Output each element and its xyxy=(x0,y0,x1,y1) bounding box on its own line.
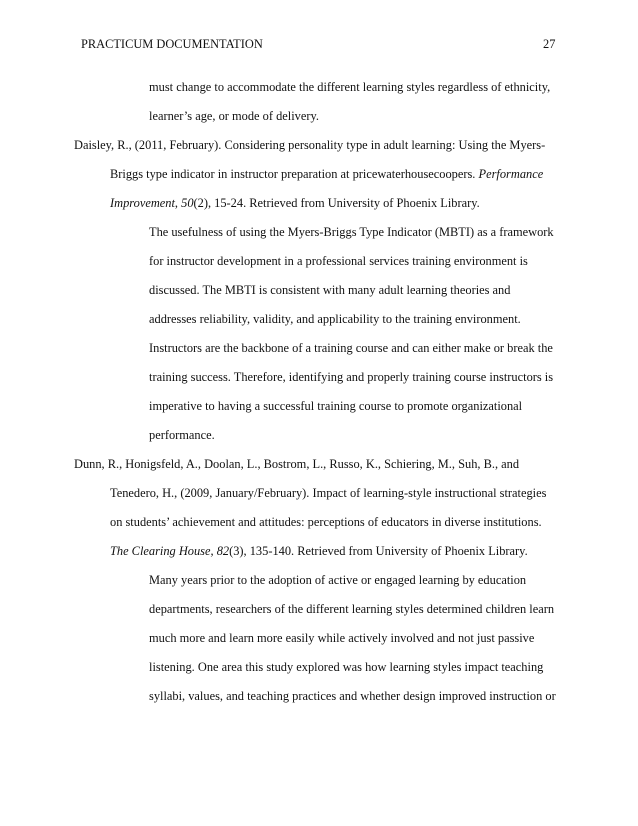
annotation-line: The usefulness of using the Myers-Briggs Type Indicator (MBTI) as a framework xyxy=(149,225,554,239)
reference-dunn-line-3: on students’ achievement and attitudes: perceptions of educators in diverse institutions. xyxy=(110,515,542,529)
reference-dunn-line-4 xyxy=(110,543,528,559)
running-head: PRACTICUM DOCUMENTATION xyxy=(81,37,263,51)
annotation-line: syllabi, values, and teaching practices and whether design improved instruction or xyxy=(149,689,556,703)
journal-title: Improvement xyxy=(110,196,175,210)
reference-text: (3), 135-140. Retrieved from University of Phoenix Library. xyxy=(229,544,528,558)
annotation-line: discussed. The MBTI is consistent with many adult learning theories and xyxy=(149,283,511,297)
reference-dunn-line-2: Tenedero, H., (2009, January/February). Impact of learning-style instructional strategies xyxy=(110,486,547,500)
journal-title: The Clearing House, 82 xyxy=(110,544,230,558)
journal-title: Performance xyxy=(478,167,544,181)
reference-text: , xyxy=(174,196,182,210)
annotation-line: much more and learn more easily while actively involved and not just passive xyxy=(149,631,535,645)
annotation-line: training success. Therefore, identifying and properly training course instructors is xyxy=(149,370,554,384)
annotation-line: performance. xyxy=(149,428,215,442)
annotation-continuation-line: learner’s age, or mode of delivery. xyxy=(149,109,319,123)
annotation-line: imperative to having a successful training course to promote organizational xyxy=(149,399,523,413)
reference-dunn-line-1: Dunn, R., Honigsfeld, A., Doolan, L., Bostrom, L., Russo, K., Schiering, M., Suh, B., and xyxy=(74,457,520,471)
annotation-line: Many years prior to the adoption of active or engaged learning by education xyxy=(149,573,527,587)
volume-number: 50 xyxy=(181,196,194,210)
annotation-line: departments, researchers of the different learning styles determined children learn xyxy=(149,602,555,616)
annotation-line: for instructor development in a professional services training environment is xyxy=(149,254,528,268)
annotation-line: listening. One area this study explored was how learning styles impact teaching xyxy=(149,660,544,674)
reference-daisley-line-2 xyxy=(110,166,543,182)
annotation-line: addresses reliability, validity, and applicability to the training environment. xyxy=(149,312,521,326)
reference-text: (2), 15-24. Retrieved from University of Phoenix Library. xyxy=(193,196,480,210)
annotation-continuation-line: must change to accommodate the different learning styles regardless of ethnicity, xyxy=(149,80,551,94)
reference-text: Briggs type indicator in instructor preparation at pricewaterhousecoopers. xyxy=(110,167,479,181)
annotation-line: Instructors are the backbone of a training course and can either make or break the xyxy=(149,341,553,355)
reference-daisley-line-1: Daisley, R., (2011, February). Considering personality type in adult learning: Using the Myers- xyxy=(74,138,546,152)
reference-daisley-line-3 xyxy=(110,195,480,211)
page-number: 27 xyxy=(543,37,556,51)
